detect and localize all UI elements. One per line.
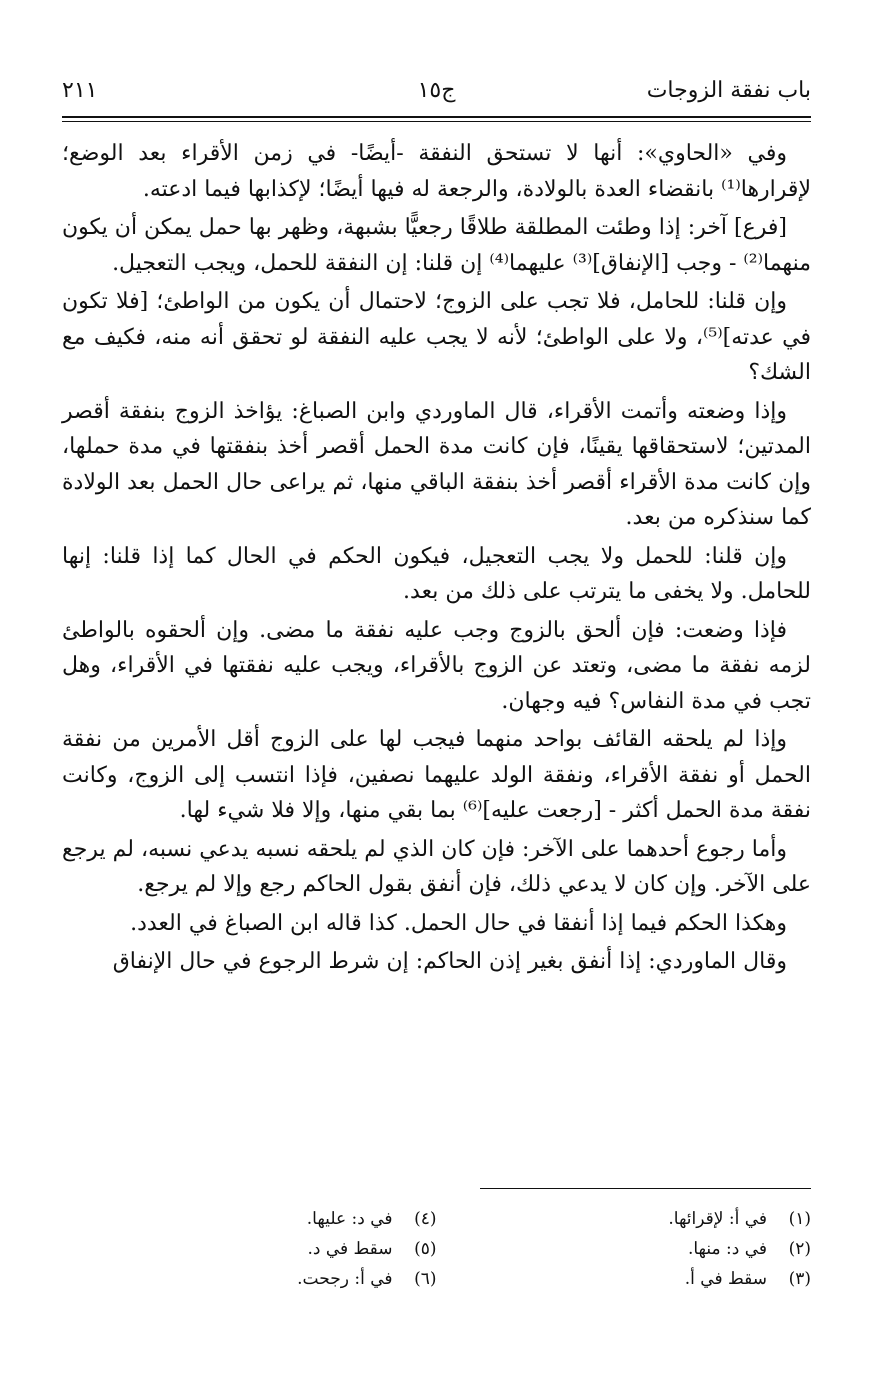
paragraph: وهكذا الحكم فيما إذا أنفقا في حال الحمل. كذا قاله ابن الصباغ في العدد. [130,910,787,936]
paragraph: [فرع] آخر: إذا وطئت المطلقة طلاقًا رجعيًّا بشبهة، وظهر بها حمل يمكن أن يكون منهما⁽²⁾ - وجب [الإنفاق]⁽³⁾ عليهما⁽⁴⁾ إن قلنا: إن النفقة للحمل، ويجب التعجيل. [62,215,811,276]
footnote-text: سقط في أ. [684,1269,767,1289]
footnote [437,1234,812,1264]
header-rule [62,116,811,118]
header-rule-thin [62,121,811,122]
paragraph: وأما رجوع أحدهما على الآخر: فإن كان الذي لم يلحقه نسبه يدعي نسبه، لم يرجع على الآخر. وإن كان لا يدعي ذلك، فإن أنفق بقول الحاكم رجع وإلا لم يرجع. [62,836,811,897]
paragraph: وإذا وضعته وأتمت الأقراء، قال الماوردي وابن الصباغ: يؤاخذ الزوج بنفقة أقصر المدتين؛ لاستحقاقها يقينًا، فإن كانت مدة الحمل أقصر أخذ بنفقتها في مدة حملها، وإن كانت مدة الأقراء أقصر أخذ بنفقة الباقي منها، ثم يراعى حال الحمل بعد الولادة كما سنذكره من بعد. [62,398,811,530]
footnote [62,1204,437,1234]
footnote-rule [480,1188,811,1189]
footnote-text: سقط في د. [307,1239,393,1259]
paragraph: وإذا لم يلحقه القائف بواحد منهما فيجب لها على الزوج أقل الأمرين من نفقة الحمل أو نفقة الأقراء، ونفقة الولد عليهما نصفين، فإذا انتسب إلى الزوج، وكانت نفقة مدة الحمل أكثر - [رجعت عليه]⁽⁶⁾ بما بقي منها، وإلا فلا شيء لها. [62,727,811,823]
footnote-number: (٥) [414,1239,437,1259]
footnote-text: في أ: لإقرائها. [668,1209,767,1229]
footnote [437,1264,812,1294]
chapter-title: باب نفقة الزوجات [646,78,811,103]
footnote-number: (٣) [788,1269,811,1289]
footnote-number: (٦) [414,1269,437,1289]
footnote [62,1264,437,1294]
footnote-number: (٢) [788,1239,811,1259]
paragraph: وإن قلنا: للحامل، فلا تجب على الزوج؛ لاحتمال أن يكون من الواطئ؛ [فلا تكون في عدته]⁽⁵⁾، ولا على الواطئ؛ لأنه لا يجب عليه النفقة لو تحقق أنه منه، فكيف مع الشك؟ [62,289,811,385]
footnote-number: (١) [788,1209,811,1229]
main-text [62,136,811,983]
running-header [62,75,811,115]
footnote [62,1234,437,1264]
paragraph: وإن قلنا: للحمل ولا يجب التعجيل، فيكون الحكم في الحال كما إذا قلنا: إنها للحامل. ولا يخفى ما يترتب على ذلك من بعد. [62,543,811,604]
footnote-text: في د: عليها. [306,1209,393,1229]
footnote [437,1204,812,1234]
footnote-number: (٤) [414,1209,437,1229]
page-number: ٢١١ [62,78,98,103]
paragraph: وفي «الحاوي»: أنها لا تستحق النفقة -أيضًا- في زمن الأقراء بعد الوضع؛ لإقرارها⁽¹⁾ بانقضاء العدة بالولادة، والرجعة له فيها أيضًا؛ لإكذابها فيما ادعته. [62,141,811,202]
volume-label: ج١٥ [417,78,456,103]
footnote-text: في د: منها. [687,1239,767,1259]
footnote-text: في أ: رجحت. [297,1269,393,1289]
paragraph: وقال الماوردي: إذا أنفق بغير إذن الحاكم: إن شرط الرجوع في حال الإنفاق [112,949,787,974]
footnotes [62,1204,811,1294]
paragraph: فإذا وضعت: فإن ألحق بالزوج وجب عليه نفقة ما مضى. وإن ألحقوه بالواطئ لزمه نفقة ما مضى، وتعتد عن الزوج بالأقراء، ويجب عليه نفقتها في الأقراء، وهل تجب في مدة النفاس؟ فيه وجهان. [62,617,811,714]
